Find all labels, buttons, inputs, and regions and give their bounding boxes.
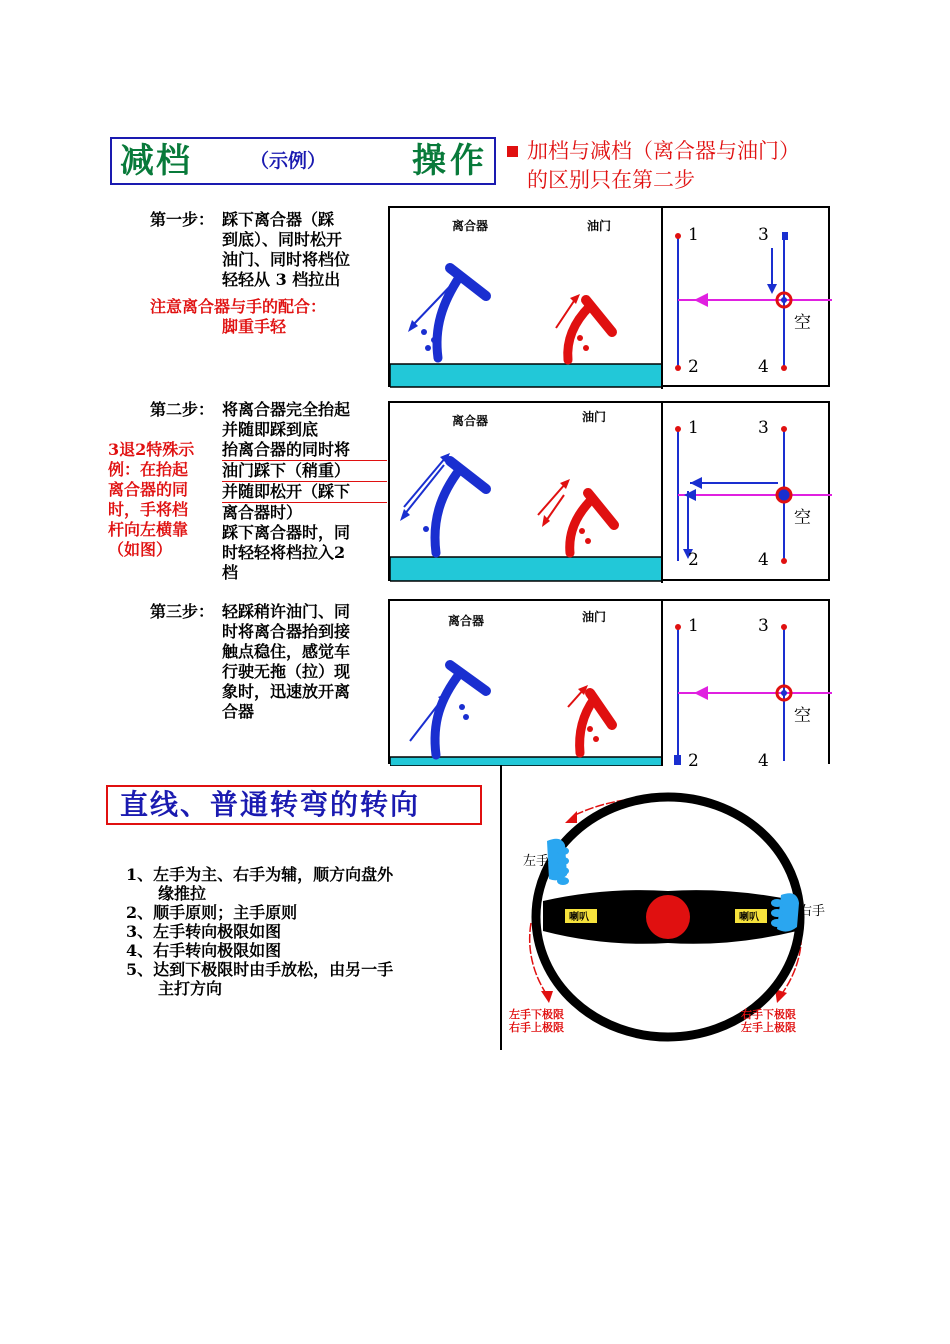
- list-item: 3、左手转向极限如图: [126, 922, 282, 941]
- step3-line: 触点稳住，感觉车: [222, 642, 351, 661]
- note-bullet-icon: [507, 146, 518, 157]
- step2-line: 档: [222, 563, 239, 582]
- step3-label: 第三步：: [150, 602, 215, 621]
- neutral-label: 空: [794, 508, 811, 528]
- gear-4-label: 4: [758, 357, 769, 377]
- step2-line: 油门踩下（稍重）: [222, 461, 387, 482]
- right-limit-label-1: 右手下极限: [741, 1008, 796, 1021]
- step1-label: 第一步：: [150, 210, 215, 229]
- step2-side-line: 离合器的同: [108, 480, 189, 499]
- step1-note-line: 注意离合器与手的配合：: [150, 297, 327, 316]
- step2-line: 抬离合器的同时将: [222, 440, 387, 461]
- gear-1-label: 1: [688, 616, 699, 636]
- floor-bar: [390, 557, 662, 581]
- list-item: 缘推拉: [158, 884, 207, 903]
- gear-3-label: 3: [758, 418, 769, 438]
- gear-4-label: 4: [758, 751, 769, 766]
- left-limit-label-2: 右手上极限: [509, 1021, 564, 1034]
- step2-line: 踩下离合器时，同: [222, 523, 351, 542]
- step3-diagram-panel: [388, 599, 830, 764]
- clutch-label: 离合器: [448, 614, 485, 628]
- right-limit-label-2: 左手上极限: [741, 1021, 796, 1034]
- step1-note-line: 脚重手轻: [222, 317, 287, 336]
- step2-side-line: 3退2特殊示: [108, 440, 195, 459]
- note-line-1: 加档与减档（离合器与油门）: [527, 139, 800, 163]
- step1-line: 轻轻从 3 档拉出: [222, 270, 341, 289]
- clutch-pedal-icon: [408, 268, 486, 358]
- step2-side-line: 时，手将档: [108, 500, 189, 519]
- title-operation: 操作: [412, 141, 488, 181]
- step3-line: 时将离合器抬到接: [222, 622, 351, 641]
- note-line-2: 的区别只在第二步: [527, 168, 695, 192]
- clutch-label: 离合器: [452, 414, 489, 428]
- gear-1-label: 1: [688, 225, 699, 245]
- step2-diagram-panel: [388, 401, 830, 581]
- divider: [500, 765, 502, 1050]
- steering-list: [126, 865, 466, 998]
- step1-line: 油门、同时将档位: [222, 250, 351, 269]
- step2-side-line: 例：在抬起: [108, 460, 189, 479]
- throttle-label: 油门: [582, 610, 607, 624]
- gear-4-label: 4: [758, 550, 769, 570]
- title-example: （示例）: [250, 150, 327, 172]
- throttle-pedal-icon: [568, 685, 612, 753]
- step2-body: [222, 400, 387, 583]
- section-title-box: [110, 137, 496, 185]
- step2-line: 离合器时）: [222, 503, 303, 522]
- list-item: 1、左手为主、右手为辅，顺方向盘外: [126, 865, 394, 884]
- list-item: 主打方向: [158, 979, 223, 998]
- step2-line: 时轻轻将档拉入2: [222, 543, 346, 562]
- right-hand-label: 右手: [799, 904, 826, 919]
- horn-label-left: 喇叭: [569, 912, 589, 923]
- steering-title-box: [106, 785, 482, 825]
- step3-line: 行驶无拖（拉）现: [222, 662, 351, 681]
- list-item: 4、右手转向极限如图: [126, 941, 282, 960]
- throttle-label: 油门: [582, 410, 607, 424]
- step3-line: 轻踩稍许油门、同: [222, 602, 351, 621]
- step1-body: [222, 210, 387, 290]
- gear-shift-diagram: [674, 616, 832, 766]
- step3-line: 合器: [222, 702, 255, 721]
- header-note: [527, 137, 837, 195]
- list-item: 5、达到下极限时由手放松，由另一手: [126, 960, 394, 979]
- step1-line: 踩下离合器（踩: [222, 210, 335, 229]
- steering-wheel-diagram: [505, 775, 835, 1045]
- horn-label-right: 喇叭: [739, 912, 759, 923]
- step2-line: 将离合器完全抬起: [222, 400, 351, 419]
- step2-side-note: [108, 440, 218, 560]
- title-main: 减档: [120, 141, 192, 181]
- clutch-pedal-icon: [410, 665, 486, 755]
- step2-line: 并随即松开（踩下: [222, 482, 387, 503]
- step2-line: 并随即踩到底: [222, 420, 319, 439]
- step2-side-line: （如图）: [108, 540, 173, 559]
- clutch-label: 离合器: [452, 219, 489, 233]
- step3-body: [222, 602, 387, 722]
- throttle-pedal-icon: [556, 294, 612, 360]
- list-item: 2、顺手原则；主手原则: [126, 903, 298, 922]
- throttle-label: 油门: [587, 219, 612, 233]
- floor-bar: [390, 757, 662, 766]
- gear-1-label: 1: [688, 418, 699, 438]
- horn-center-icon: [646, 895, 690, 939]
- left-hand-label: 左手: [523, 854, 550, 869]
- gear-shift-diagram: [675, 418, 832, 570]
- gear-2-label: 2: [688, 357, 699, 377]
- gear-shift-diagram: [675, 225, 832, 377]
- throttle-pedal-icon: [538, 479, 614, 553]
- neutral-label: 空: [794, 313, 811, 333]
- step2-label: 第二步：: [150, 400, 215, 419]
- gear-2-label: 2: [688, 550, 699, 570]
- step1-diagram-panel: [388, 206, 830, 387]
- gear-2-label: 2: [688, 751, 699, 766]
- gear-3-label: 3: [758, 616, 769, 636]
- steering-title: 直线、普通转弯的转向: [120, 788, 421, 821]
- left-limit-label-1: 左手下极限: [509, 1008, 564, 1021]
- clutch-pedal-icon: [400, 453, 486, 553]
- step1-line: 到底）、同时松开: [222, 230, 343, 249]
- step2-side-line: 杆向左横靠: [108, 520, 189, 539]
- step3-line: 象时，迅速放开离: [222, 682, 351, 701]
- step1-note: [150, 297, 380, 337]
- neutral-label: 空: [794, 706, 811, 726]
- floor-bar: [390, 364, 662, 387]
- gear-3-label: 3: [758, 225, 769, 245]
